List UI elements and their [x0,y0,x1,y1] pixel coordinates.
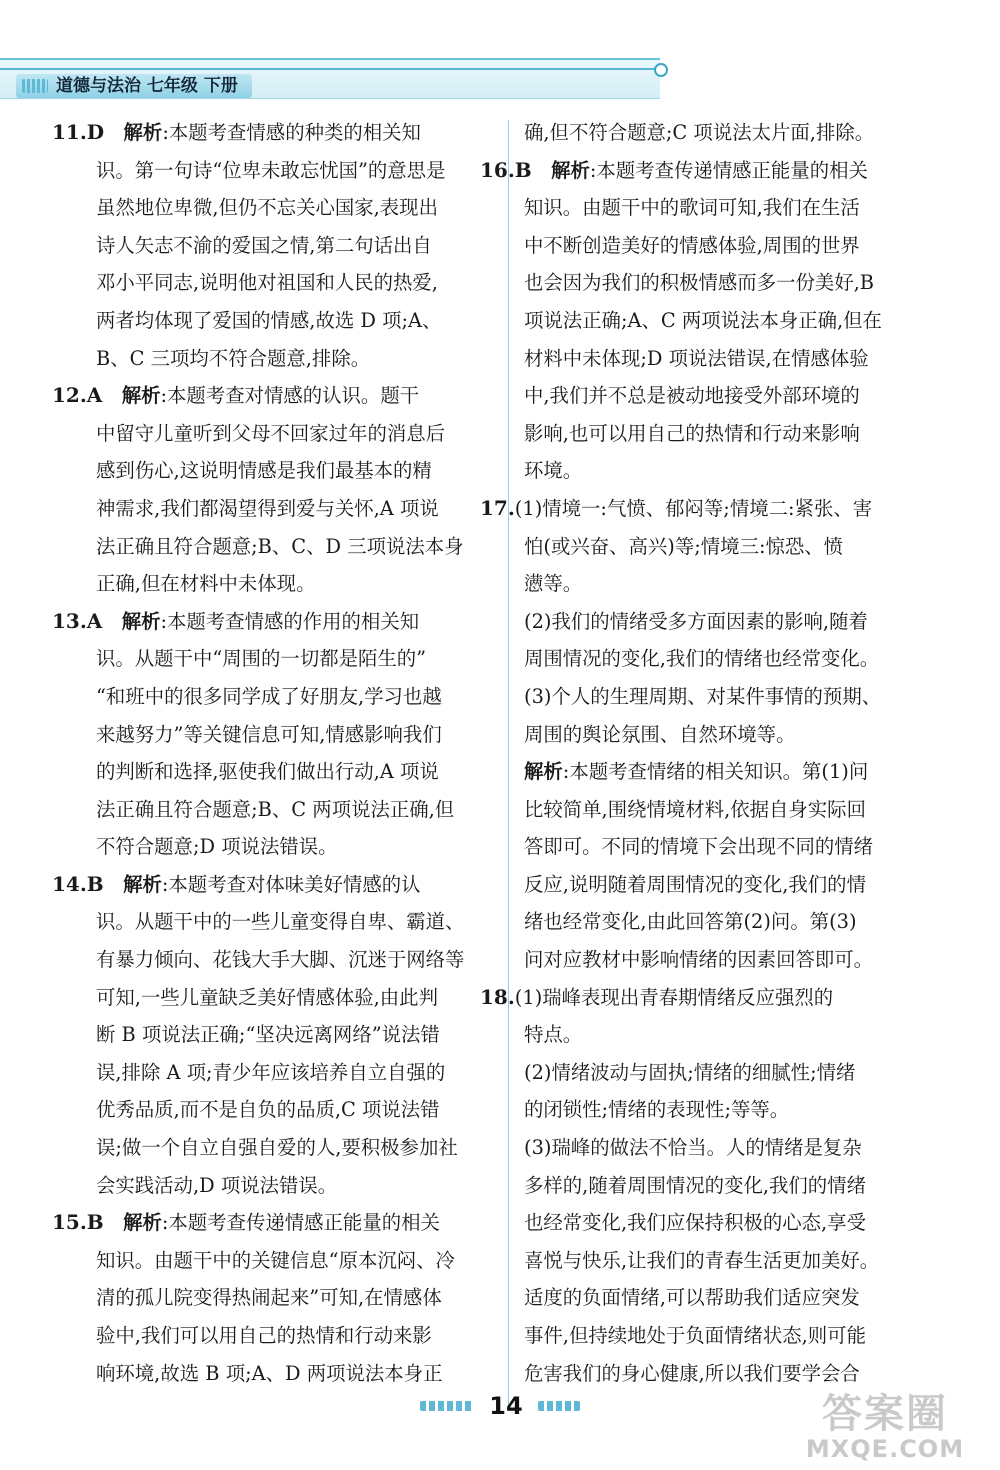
answer-line [524,753,954,791]
header-stripe-icon [22,79,48,93]
analysis-keyword: 解析 [123,121,163,144]
answer-line [524,1016,954,1054]
line-text: 正确,但在材料中未体现。 [96,572,316,596]
line-text: 识。从题干中“周围的一切都是陌生的” [96,647,427,671]
answer-line [96,791,498,829]
answer-line [96,716,498,754]
line-text: 误;做一个自立自强自爱的人,要积极参加社 [96,1136,458,1160]
line-text: 周围的舆论氛围、自然环境等。 [524,722,796,746]
answer-line [96,490,498,528]
analysis-keyword: 解析 [123,1211,162,1235]
answer-line [524,114,954,152]
line-text: (3)个人的生理周期、对某件事情的预期、 [524,684,882,708]
watermark-logo [780,1392,990,1464]
line-text: 知识。由题干中的关键信息“原本沉闷、冷 [96,1248,455,1272]
line-text: 懑等。 [524,572,583,596]
line-text: 适度的负面情绪,可以帮助我们适应突发 [524,1286,860,1310]
answer-line [524,227,954,265]
line-text: 优秀品质,而不是自负的品质,C 项说法错 [96,1098,440,1122]
column-divider [508,120,509,1410]
answer-line [96,189,498,227]
line-text: 影响,也可以用自己的热情和行动来影响 [524,421,860,445]
line-text: “和班中的很多同学成了好朋友,学习也越 [96,684,442,708]
answer-line [524,452,954,490]
line-text: 怕(或兴奋、高兴)等;情境三:惊恐、愤 [524,534,844,558]
line-text: 清的孤儿院变得热闹起来”可知,在情感体 [96,1286,442,1310]
answer-line [96,678,498,716]
answer-line [524,528,954,566]
answer-line [96,941,498,979]
analysis-keyword: 解析 [551,158,590,182]
line-text: :本题考查传递情感正能量的相关 [589,158,868,182]
line-text: 反应,说明随着周围情况的变化,我们的情 [524,872,866,896]
line-text: :本题考查对情感的认识。题干 [160,384,420,408]
answer-line [96,528,498,566]
line-text: :本题考查传递情感正能量的相关 [161,1211,440,1235]
answer-line [52,1204,498,1242]
line-text: 中留守儿童听到父母不回家过年的消息后 [96,421,446,445]
line-text: (3)瑞峰的做法不恰当。人的情绪是复杂 [524,1136,862,1160]
question-number: 17. [480,495,515,520]
answer-line [96,1355,498,1393]
answer-line [96,565,498,603]
answer-line [524,565,954,603]
left-column [52,114,498,1392]
line-text: 绪也经常变化,由此回答第(2)问。第(3) [524,910,857,934]
answer-line [524,716,954,754]
line-text: 识。从题干中的一些儿童变得自卑、霸道、 [96,910,465,934]
question-number: 15.B [52,1210,104,1235]
answer-line [96,452,498,490]
line-text: 答即可。不同的情境下会出现不同的情绪 [524,835,874,859]
line-text: 两者均体现了爱国的情感,故选 D 项;A、 [96,308,442,332]
answer-line [524,1242,954,1280]
answer-line [524,415,954,453]
line-text: (2)我们的情绪受多方面因素的影响,随着 [524,609,868,633]
line-text: 材料中未体现;D 项说法错误,在情感体验 [524,346,869,370]
answer-line [96,152,498,190]
line-text: 验中,我们可以用自己的热情和行动来影 [96,1324,432,1347]
footer-left-dots-icon [420,1401,474,1411]
answer-line [524,377,954,415]
answer-line [524,264,954,302]
answer-line [96,1016,498,1054]
answer-line [524,866,954,904]
answer-line [96,227,498,265]
answer-line [96,264,498,302]
answer-line [52,377,498,415]
line-text: 感到伤心,这说明情感是我们最基本的精 [96,459,432,483]
answer-line [480,979,954,1017]
line-text: 法正确且符合题意;B、C、D 三项说法本身 [96,534,464,558]
line-text: 环境。 [524,459,583,483]
question-number: 13.A [52,608,103,633]
line-text: 来越努力”等关键信息可知,情感影响我们 [96,722,442,746]
answer-line [524,828,954,866]
line-text: 可知,一些儿童缺乏美好情感体验,由此判 [96,985,438,1009]
line-text: 误,排除 A 项;青少年应该培养自立自强的 [96,1060,446,1084]
line-text: :本题考查情感的作用的相关知 [160,609,420,633]
question-number: 14.B [52,871,104,896]
line-text: :本题考查情绪的相关知识。第(1)问 [562,760,869,784]
line-text: 法正确且符合题意;B、C 两项说法正确,但 [96,797,455,821]
line-text: B、C 三项均不符合题意,排除。 [96,346,371,370]
line-text: :本题考查情感的种类的相关知 [162,121,421,144]
answer-line [96,1279,498,1317]
answer-line [524,903,954,941]
answer-line [96,903,498,941]
answer-line [524,678,954,716]
answer-line [96,979,498,1017]
answer-line [524,791,954,829]
line-text: 虽然地位卑微,但仍不忘关心国家,表现出 [96,196,438,220]
answer-line [96,302,498,340]
line-text: 神需求,我们都渴望得到爱与关怀,A 项说 [96,496,439,520]
answer-line [524,1355,954,1393]
answer-line [524,1129,954,1167]
line-text: 确,但不符合题意;C 项说法太片面,排除。 [524,121,875,144]
answer-line [524,302,954,340]
answer-line [524,189,954,227]
answer-line [52,603,498,641]
line-text: :本题考查对体味美好情感的认 [161,872,421,896]
right-column [480,114,954,1392]
answer-line [524,340,954,378]
question-number: 18. [480,984,515,1009]
answer-line [96,753,498,791]
answer-line [96,1167,498,1205]
line-text: 周围情况的变化,我们的情绪也经常变化。 [524,647,880,671]
answer-line [524,603,954,641]
line-text: 的判断和选择,驱使我们做出行动,A 项说 [96,760,439,784]
answer-line [524,1279,954,1317]
header-circle-icon [654,63,668,77]
analysis-keyword: 解析 [121,384,161,408]
question-number: 16.B [480,157,532,182]
answer-line [96,1242,498,1280]
answer-line [52,114,498,152]
analysis-keyword: 解析 [524,760,563,784]
line-text: 中,我们并不总是被动地接受外部环境的 [524,384,860,408]
footer-right-dots-icon [538,1401,580,1411]
book-title: 道德与法治 七年级 下册 [16,74,252,98]
analysis-keyword: 解析 [123,872,162,896]
answer-line [52,866,498,904]
line-text: 断 B 项说法正确;“坚决远离网络”说法错 [96,1023,440,1047]
watermark-bottom: MXQE.COM [805,1435,965,1463]
answer-line [96,1054,498,1092]
answer-line [524,640,954,678]
line-text: 危害我们的身心健康,所以我们要学会合 [524,1361,860,1385]
answer-line [96,340,498,378]
answer-line [524,1204,954,1242]
answer-line [96,415,498,453]
line-text: 知识。由题干中的歌词可知,我们在生活 [524,196,860,220]
line-text: 多样的,随着周围情况的变化,我们的情绪 [524,1173,866,1197]
page-number: 14 [489,1392,523,1420]
line-text: 有暴力倾向、花钱大手大脚、沉迷于网络等 [96,948,465,972]
line-text: 项说法正确;A、C 两项说法本身正确,但在 [524,308,882,332]
question-number: 11.D [52,120,105,144]
answer-line [480,152,954,190]
answer-line [96,640,498,678]
line-text: 识。第一句诗“位卑未敢忘忧国”的意思是 [96,158,446,182]
answer-line [96,1091,498,1129]
line-text: (1)瑞峰表现出青春期情绪反应强烈的 [514,985,834,1009]
answer-line [96,828,498,866]
line-text: 也经常变化,我们应保持积极的心态,享受 [524,1211,866,1235]
line-text: (2)情绪波动与固执;情绪的细腻性;情绪 [524,1060,856,1084]
line-text: 的闭锁性;情绪的表现性;等等。 [524,1098,790,1122]
answer-line [480,490,954,528]
analysis-keyword: 解析 [121,609,161,633]
answer-line [524,1167,954,1205]
line-text: 会实践活动,D 项说法错误。 [96,1173,338,1197]
answer-line [524,1317,954,1355]
line-text: 也会因为我们的积极情感而多一份美好,B [524,271,875,295]
line-text: 邓小平同志,说明他对祖国和人民的热爱, [96,271,438,295]
line-text: 诗人矢志不渝的爱国之情,第二句话出自 [96,233,432,257]
line-text: 比较简单,围绕情境材料,依据自身实际回 [524,797,866,821]
line-text: 中不断创造美好的情感体验,周围的世界 [524,233,860,257]
header-rule [0,68,655,70]
line-text: 问对应教材中影响情绪的因素回答即可。 [524,948,874,972]
answer-line [524,941,954,979]
line-text: 响环境,故选 B 项;A、D 两项说法本身正 [96,1361,443,1385]
answer-line [524,1054,954,1092]
question-number: 12.A [52,383,103,408]
answer-line [96,1129,498,1167]
line-text: 特点。 [524,1023,583,1047]
line-text: 不符合题意;D 项说法错误。 [96,835,338,859]
answer-line [524,1091,954,1129]
line-text: (1)情境一:气愤、郁闷等;情境二:紧张、害 [514,496,873,520]
line-text: 事件,但持续地处于负面情绪状态,则可能 [524,1324,866,1347]
answer-line [96,1317,498,1355]
watermark-top: 答案圈 [822,1391,948,1437]
line-text: 喜悦与快乐,让我们的青春生活更加美好。 [524,1248,880,1272]
